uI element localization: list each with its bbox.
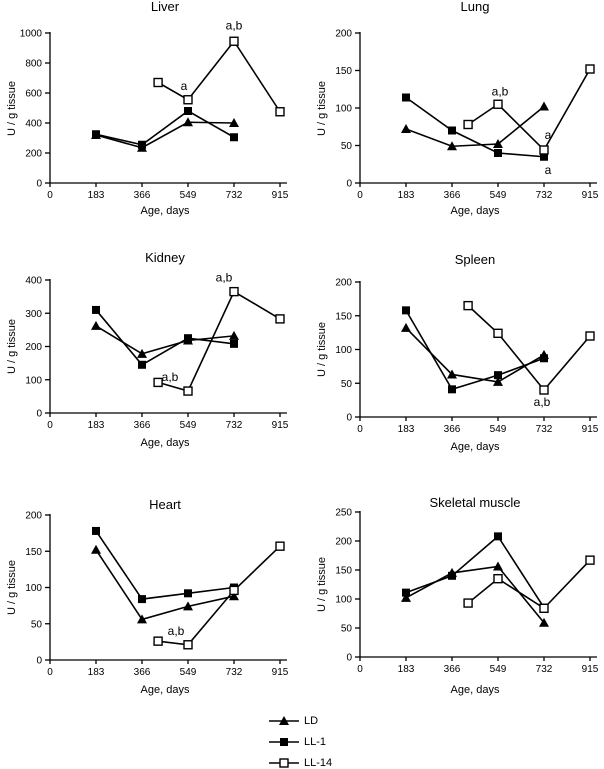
chart-title: Lung (460, 0, 490, 14)
svg-text:183: 183 (397, 664, 415, 675)
svg-text:0: 0 (346, 652, 352, 664)
svg-text:366: 366 (133, 420, 151, 431)
chart-title: Skeletal muscle (429, 495, 521, 510)
svg-text:100: 100 (335, 594, 352, 606)
svg-text:915: 915 (581, 664, 599, 675)
svg-text:0: 0 (47, 667, 53, 678)
svg-text:915: 915 (271, 667, 289, 678)
svg-text:150: 150 (335, 565, 352, 577)
svg-text:183: 183 (87, 420, 105, 431)
svg-text:a,b: a,b (161, 370, 179, 385)
svg-text:0: 0 (357, 664, 363, 675)
svg-text:50: 50 (30, 619, 42, 631)
svg-text:549: 549 (489, 190, 507, 201)
svg-text:200: 200 (335, 28, 352, 40)
chart-lung (302, 0, 604, 242)
y-axis-label: U / g tissue (316, 80, 328, 136)
svg-text:366: 366 (443, 664, 461, 675)
svg-text:549: 549 (179, 190, 197, 201)
legend-label: LL-14 (304, 756, 333, 769)
chart-title: Kidney (145, 250, 185, 265)
chart-spleen (302, 245, 604, 487)
legend-item-ll-14 (268, 752, 332, 769)
svg-text:549: 549 (489, 664, 507, 675)
svg-text:0: 0 (357, 190, 363, 201)
svg-text:100: 100 (335, 103, 352, 115)
svg-text:549: 549 (179, 667, 197, 678)
chart-title: Liver (150, 0, 180, 14)
y-axis-label: U / g tissue (6, 559, 18, 616)
svg-text:800: 800 (25, 58, 42, 70)
legend-item-ld (268, 710, 332, 731)
x-axis-label: Age, days (450, 684, 500, 696)
svg-text:0: 0 (36, 178, 42, 190)
svg-text:915: 915 (581, 424, 599, 435)
svg-text:732: 732 (535, 664, 553, 675)
svg-text:732: 732 (535, 190, 553, 201)
svg-text:200: 200 (335, 277, 352, 289)
svg-text:100: 100 (25, 375, 42, 387)
chart-skeletal-muscle (302, 490, 604, 732)
svg-text:400: 400 (25, 275, 42, 287)
chart-kidney (0, 245, 302, 487)
svg-text:732: 732 (225, 667, 243, 678)
kidney-plot-area (0, 245, 302, 487)
svg-text:150: 150 (335, 311, 352, 323)
legend-label: LD (304, 714, 319, 727)
svg-text:0: 0 (36, 655, 42, 667)
x-axis-label: Age, days (140, 437, 190, 449)
svg-text:a: a (544, 162, 552, 177)
x-axis-label: Age, days (450, 441, 500, 453)
svg-text:366: 366 (443, 190, 461, 201)
legend (268, 710, 332, 769)
svg-text:a,b: a,b (225, 18, 243, 33)
svg-text:732: 732 (535, 424, 553, 435)
chart-heart (0, 490, 302, 732)
y-axis-label: U / g tissue (316, 556, 328, 613)
svg-text:a: a (180, 78, 188, 93)
svg-text:183: 183 (397, 424, 415, 435)
y-axis-label: U / g tissue (316, 321, 328, 378)
svg-text:150: 150 (25, 546, 42, 558)
svg-text:50: 50 (340, 623, 352, 635)
svg-text:0: 0 (36, 408, 42, 420)
svg-text:50: 50 (340, 378, 352, 390)
ll-1-square-marker-icon (268, 735, 302, 749)
svg-text:366: 366 (443, 424, 461, 435)
svg-text:200: 200 (25, 510, 42, 522)
y-axis-label: U / g tissue (6, 80, 18, 136)
ld-triangle-marker-icon (268, 714, 302, 728)
svg-text:200: 200 (25, 148, 42, 160)
svg-text:183: 183 (87, 190, 105, 201)
svg-text:732: 732 (225, 190, 243, 201)
svg-text:200: 200 (335, 536, 352, 548)
svg-text:549: 549 (179, 420, 197, 431)
svg-text:183: 183 (87, 667, 105, 678)
svg-text:1000: 1000 (19, 28, 42, 40)
svg-text:a: a (544, 128, 552, 142)
svg-text:0: 0 (47, 420, 53, 431)
svg-text:183: 183 (397, 190, 415, 201)
y-axis-label: U / g tissue (6, 318, 18, 375)
x-axis-label: Age, days (450, 205, 500, 217)
legend-item-ll-1 (268, 731, 332, 752)
svg-text:366: 366 (133, 667, 151, 678)
svg-text:300: 300 (25, 308, 42, 320)
ll-14-open-square-marker-icon (268, 756, 302, 769)
svg-text:915: 915 (271, 420, 289, 431)
svg-text:0: 0 (357, 424, 363, 435)
svg-text:0: 0 (346, 412, 352, 424)
svg-text:250: 250 (335, 507, 352, 519)
legend-label: LL-1 (304, 735, 327, 748)
chart-title: Heart (149, 497, 181, 512)
svg-text:50: 50 (340, 141, 352, 152)
svg-text:915: 915 (271, 190, 289, 201)
svg-text:150: 150 (335, 66, 352, 77)
x-axis-label: Age, days (140, 684, 190, 696)
svg-text:a,b: a,b (533, 395, 551, 409)
svg-text:a,b: a,b (491, 84, 509, 99)
svg-text:549: 549 (489, 424, 507, 435)
svg-text:0: 0 (346, 178, 352, 190)
x-axis-label: Age, days (140, 205, 190, 217)
chart-liver (0, 0, 302, 242)
svg-text:a,b: a,b (215, 270, 233, 285)
svg-text:a,b: a,b (167, 623, 185, 638)
chart-title: Spleen (454, 252, 496, 267)
svg-text:366: 366 (133, 190, 151, 201)
svg-text:732: 732 (225, 420, 243, 431)
svg-text:100: 100 (335, 345, 352, 356)
svg-text:915: 915 (581, 190, 599, 201)
svg-text:600: 600 (25, 88, 42, 100)
svg-text:200: 200 (25, 342, 42, 353)
svg-text:400: 400 (25, 118, 42, 130)
svg-text:100: 100 (25, 583, 42, 594)
svg-text:0: 0 (47, 190, 53, 201)
